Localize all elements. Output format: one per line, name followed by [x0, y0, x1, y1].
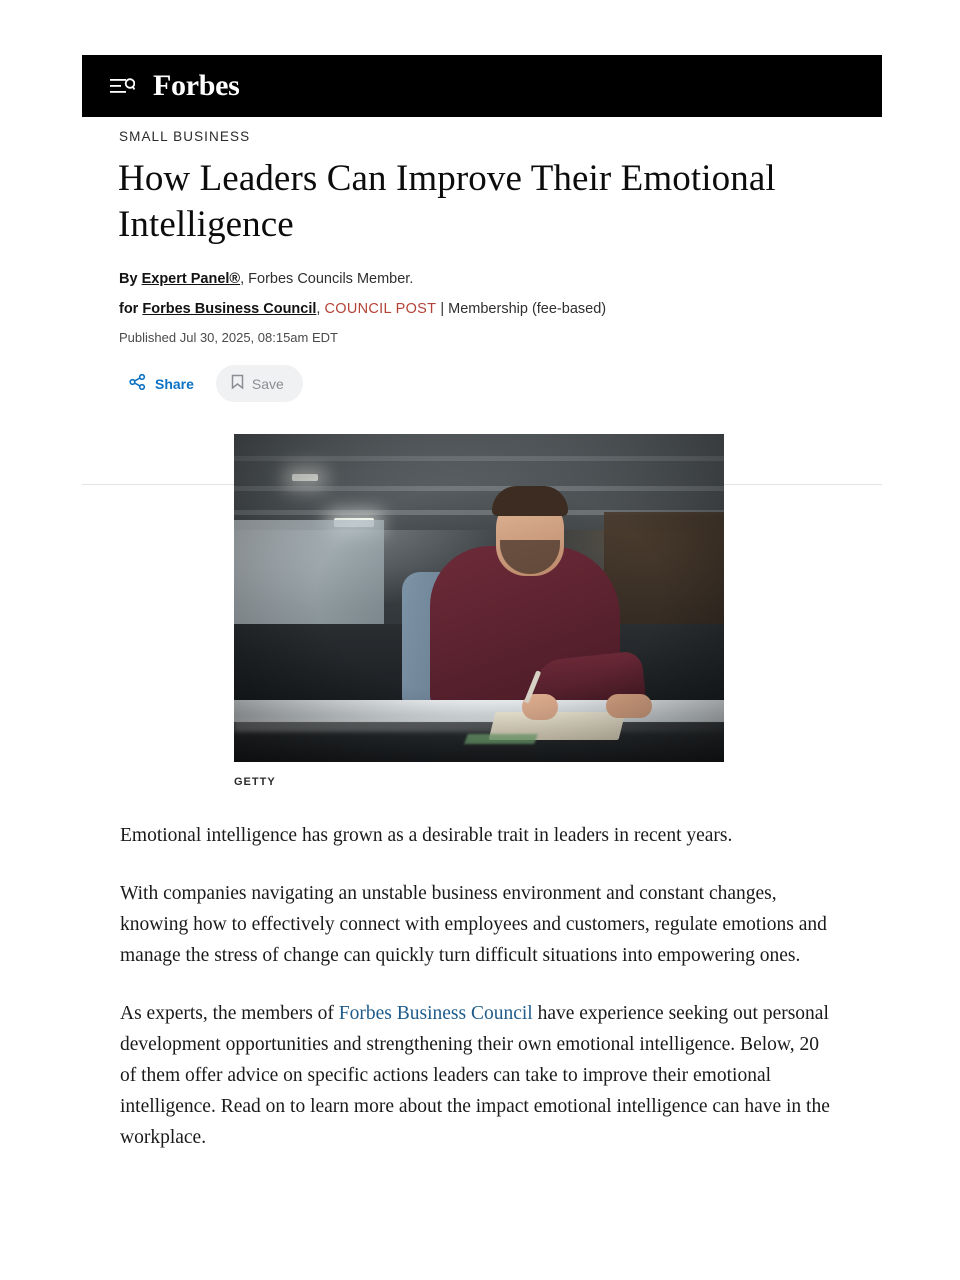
paragraph	[120, 820, 832, 851]
article-body	[120, 820, 832, 1153]
byline-for-label: for	[119, 301, 139, 317]
section-kicker[interactable]: SMALL BUSINESS	[119, 129, 251, 144]
byline-council-row	[119, 298, 882, 321]
paragraph	[120, 878, 832, 971]
paragraph-text: As experts, the members of	[120, 1003, 339, 1024]
published-timestamp: Published Jul 30, 2025, 08:15am EDT	[119, 330, 338, 345]
share-button[interactable]	[119, 366, 204, 401]
bookmark-icon	[231, 374, 244, 393]
article-image	[234, 434, 724, 762]
site-header	[82, 55, 882, 117]
byline-by-label: By	[119, 271, 138, 287]
council-post-badge[interactable]: COUNCIL POST	[324, 301, 437, 317]
save-label: Save	[251, 375, 284, 392]
byline	[119, 268, 882, 321]
article-actions	[119, 365, 882, 402]
image-credit: GETTY	[234, 776, 276, 788]
paragraph-text: Emotional intelligence has grown as a desirable trait in leaders in recent years.	[120, 825, 733, 846]
article-figure	[82, 434, 882, 788]
byline-author-row	[119, 268, 882, 291]
byline-comma: ,	[316, 301, 321, 317]
paragraph-text: With companies navigating an unstable business environment and constant changes, knowing how to effectively connect with employees and customers, regulate emotions and manage the stress of change can quickly turn difficult situations into empowering ones.	[120, 883, 827, 966]
article-content	[82, 117, 882, 1180]
byline-author-link[interactable]: Expert Panel®	[141, 271, 241, 287]
byline-author-suffix: , Forbes Councils Member.	[240, 271, 414, 287]
share-icon	[129, 374, 146, 393]
membership-note: | Membership (fee-based)	[440, 301, 607, 317]
hamburger-search-icon[interactable]	[109, 76, 135, 96]
paragraph	[120, 998, 832, 1153]
paragraph-text: have experience seeking out personal development opportunities and strengthening their own emotional intelligence. Below, 20 of them offer advice on specific actions leaders can take to improve their emotional intelligence. Read on to learn more about the impact emotional intelligence can have in the workplace.	[120, 1003, 830, 1148]
forbes-logo[interactable]: Forbes	[153, 69, 240, 102]
forbes-business-council-link[interactable]: Forbes Business Council	[338, 1003, 533, 1024]
share-label: Share	[155, 375, 194, 392]
byline-council-link[interactable]: Forbes Business Council	[142, 301, 317, 317]
save-button[interactable]	[216, 365, 303, 402]
page-title: How Leaders Can Improve Their Emotional Intelligence	[118, 158, 776, 245]
